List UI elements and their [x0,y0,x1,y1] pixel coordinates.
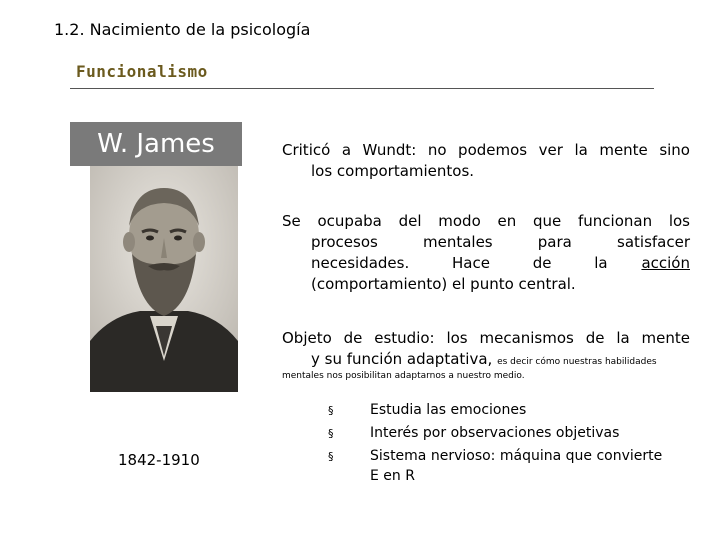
paragraph-line: Criticó a Wundt: no podemos ver la mente sino [282,141,690,159]
paragraph-line: Se ocupaba del modo en que funcionan los [282,212,690,230]
person-name-box [70,122,242,166]
paragraph-line [282,349,690,373]
paragraph-critique [282,140,690,182]
bullet-marker: § [328,427,334,440]
section-title: Funcionalismo [76,62,208,81]
paragraph-line [282,253,690,274]
paragraph-line: Objeto de estudio: los mecanismos de la mente [282,329,690,347]
paragraph-note: es decir cómo nuestras habilidades [497,357,657,367]
bullet-item: Estudia las emociones [370,402,527,418]
portrait-photo [90,166,238,392]
paragraph-line: los comportamientos. [311,162,475,180]
paragraph-line: procesos mentales para satisfacer [311,233,690,251]
section-divider [70,88,654,89]
bullet-marker: § [328,404,334,417]
person-name: W. James [97,129,215,159]
paragraph-object [282,328,690,373]
paragraph-line-text: necesidades. Hace de la [311,254,608,272]
paragraph-line-emphasis: acción [641,254,690,272]
paragraph-note-line: mentales nos posibilitan adaptarnos a nuestro medio. [282,371,525,381]
paragraph-function [282,211,690,295]
bullet-item: Interés por observaciones objetivas [370,425,620,441]
paragraph-line: (comportamiento) el punto central. [311,275,576,293]
bullet-marker: § [328,450,334,463]
paragraph-line-text: y su función adaptativa, [311,350,493,368]
bullet-item: Sistema nervioso: máquina que convierte [370,448,663,464]
page-title: 1.2. Nacimiento de la psicología [54,20,311,39]
bullet-item-continuation: E en R [370,468,415,484]
person-years: 1842-1910 [118,451,200,469]
